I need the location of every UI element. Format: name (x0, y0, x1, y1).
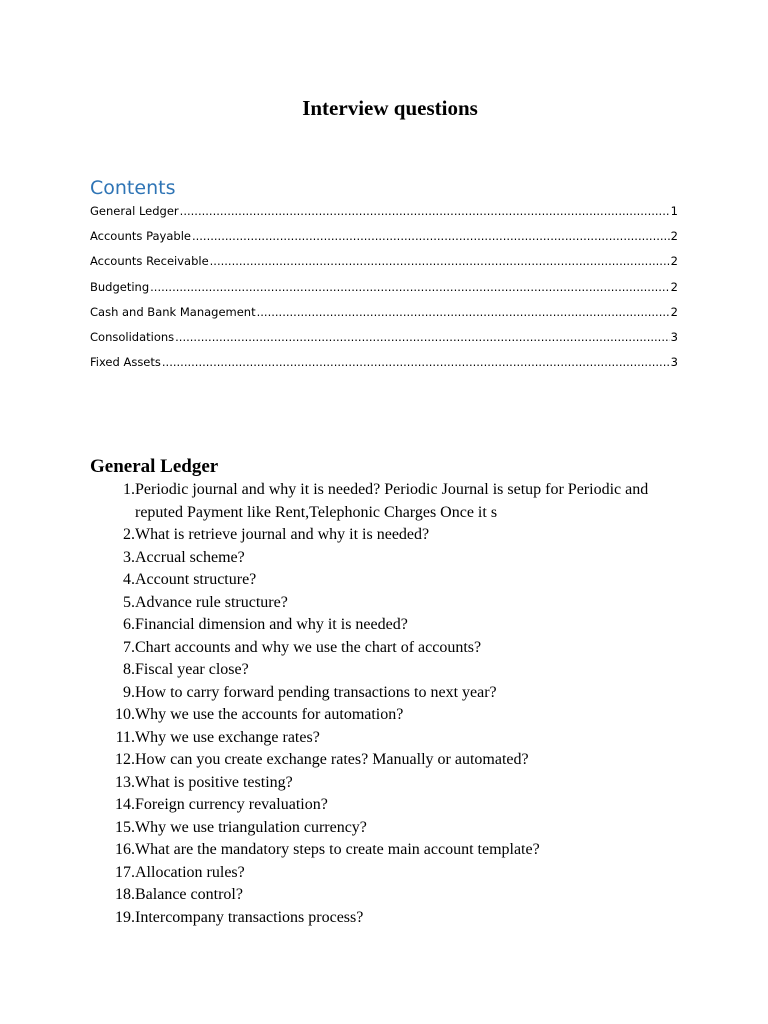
list-item (80, 569, 690, 592)
list-item (80, 727, 690, 750)
list-item-text: Balance control? (135, 886, 243, 903)
section-heading-general-ledger: General Ledger (90, 456, 219, 477)
toc-entry-page: 2 (670, 229, 678, 244)
toc-entry-fixed-assets[interactable] (90, 350, 678, 375)
toc-entry-page: 2 (670, 304, 678, 319)
list-item (80, 524, 690, 547)
list-item-text: Account structure? (135, 571, 257, 588)
toc-dot-leader (180, 199, 670, 224)
list-item-number: 18. (115, 886, 135, 903)
list-item-text: Accrual scheme? (135, 548, 245, 566)
toc-entry-label: Consolidations (90, 329, 175, 344)
list-item (80, 772, 690, 795)
list-item (80, 817, 690, 840)
list-item-number: 6. (123, 616, 135, 633)
toc-dot-leader (175, 325, 670, 350)
list-item-text: How to carry forward pending transactions to next year? (135, 683, 497, 701)
document-title: Interview questions (302, 96, 478, 120)
list-item-number: 12. (115, 751, 135, 768)
list-item-number: 10. (115, 706, 135, 723)
list-item-number: 19. (115, 908, 135, 926)
toc-entry-page: 2 (670, 254, 678, 269)
toc-entry-cash-and-bank-management[interactable] (90, 300, 678, 325)
toc-entry-consolidations[interactable] (90, 325, 678, 350)
list-item (80, 794, 690, 817)
toc-entry-page: 3 (670, 329, 678, 344)
toc-entry-label: Cash and Bank Management (90, 304, 256, 319)
list-item-text: Why we use triangulation currency? (135, 818, 367, 836)
list-item-text: Periodic journal and why it is needed? Periodic Journal is setup for Periodic and reputed Payment like Rent,Telephonic Charges Once it s (135, 481, 649, 521)
toc-entry-label: Budgeting (90, 279, 150, 294)
list-item-text: What are the mandatory steps to create main account template? (135, 841, 540, 858)
toc-entry-general-ledger[interactable] (90, 199, 678, 224)
list-item (80, 862, 690, 885)
list-item-number: 5. (123, 593, 135, 611)
list-item (80, 547, 690, 570)
list-item-number: 15. (115, 818, 135, 836)
list-item-number: 17. (115, 863, 135, 881)
toc-heading: Contents (90, 177, 176, 199)
list-item-number: 14. (115, 796, 135, 813)
toc-entry-budgeting[interactable] (90, 275, 678, 300)
list-item (80, 479, 690, 524)
list-item-text: How can you create exchange rates? Manually or automated? (135, 751, 529, 768)
list-item (80, 704, 690, 727)
toc-dot-leader (257, 300, 670, 325)
list-item-number: 9. (123, 683, 135, 701)
list-item-number: 8. (123, 661, 135, 678)
list-item-text: Advance rule structure? (135, 593, 288, 611)
toc-entry-label: General Ledger (90, 204, 179, 218)
list-item (80, 907, 690, 930)
list-item-number: 13. (115, 773, 135, 791)
list-item-text: Why we use the accounts for automation? (135, 706, 404, 723)
list-item-text: Allocation rules? (135, 863, 245, 881)
list-item-text: Foreign currency revaluation? (135, 796, 328, 813)
toc-entry-page: 1 (670, 204, 678, 218)
list-item-text: Chart accounts and why we use the chart of accounts? (135, 638, 482, 656)
list-item (80, 749, 690, 772)
toc-entry-page: 2 (670, 279, 678, 294)
list-item-number: 4. (123, 571, 135, 588)
toc-dot-leader (150, 275, 670, 300)
list-item (80, 839, 690, 862)
list-item-number: 2. (123, 526, 135, 543)
list-item-text: Fiscal year close? (135, 661, 249, 678)
toc-entry-label: Accounts Receivable (90, 254, 209, 269)
list-item (80, 614, 690, 637)
toc-entry-accounts-payable[interactable] (90, 224, 678, 249)
toc-dot-leader (162, 350, 670, 375)
toc-entry-label: Accounts Payable (90, 229, 191, 244)
toc-entry-label: Fixed Assets (90, 355, 161, 370)
question-list (80, 479, 690, 929)
list-item-text: What is positive testing? (135, 773, 293, 791)
toc-entry-accounts-receivable[interactable] (90, 249, 678, 274)
list-item-text: Why we use exchange rates? (135, 728, 320, 746)
list-item-text: Intercompany transactions process? (135, 908, 364, 926)
list-item-number: 11. (115, 728, 135, 746)
list-item (80, 682, 690, 705)
list-item-text: What is retrieve journal and why it is needed? (135, 526, 430, 543)
toc-dot-leader (210, 249, 670, 274)
list-item-number: 7. (123, 638, 135, 656)
table-of-contents (90, 199, 678, 375)
list-item (80, 637, 690, 660)
list-item-text: Financial dimension and why it is needed? (135, 616, 408, 633)
list-item-number: 3. (123, 548, 135, 566)
list-item (80, 884, 690, 907)
toc-dot-leader (192, 224, 670, 249)
list-item-number: 1. (123, 481, 135, 498)
list-item (80, 659, 690, 682)
list-item-number: 16. (115, 841, 135, 858)
list-item (80, 592, 690, 615)
toc-entry-page: 3 (670, 355, 678, 370)
